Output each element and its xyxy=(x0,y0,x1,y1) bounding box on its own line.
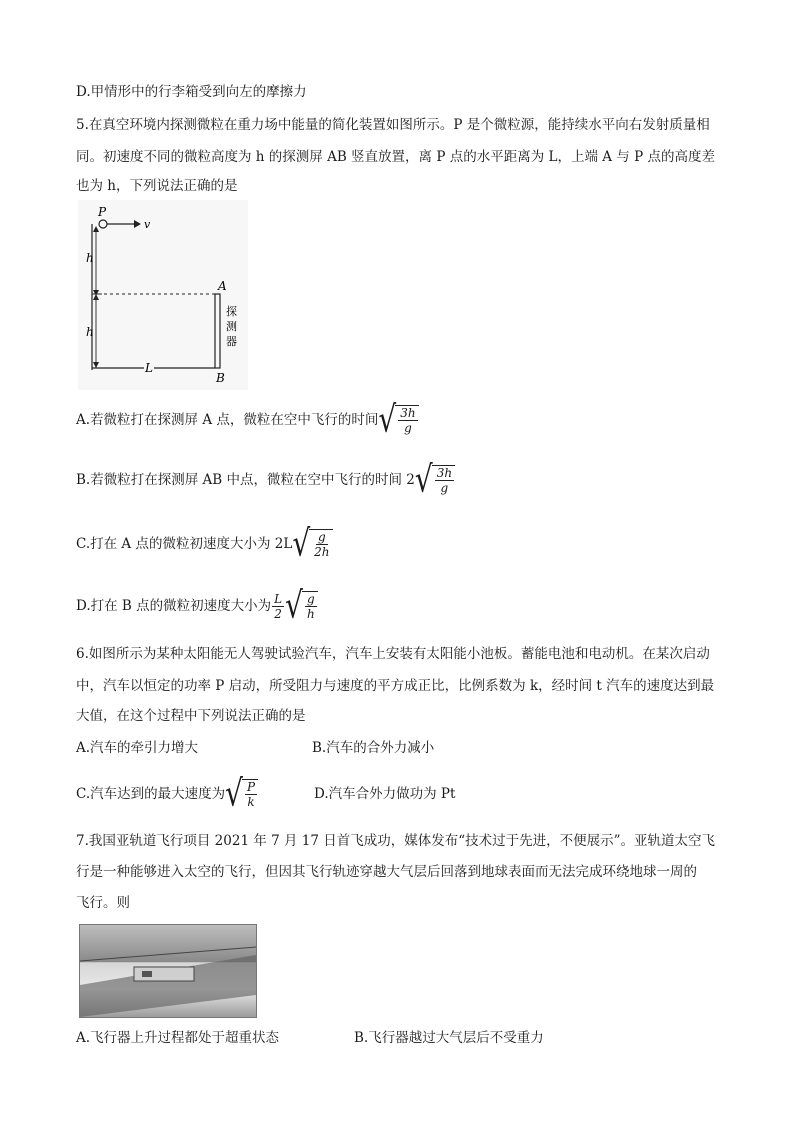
q5-option-c xyxy=(76,521,333,565)
q6-option-c-formula: √ $\frac{P}{k}$ xyxy=(225,779,258,809)
label-l: L xyxy=(145,361,153,375)
q5a-den: g xyxy=(404,421,412,435)
q5c-den: 2h xyxy=(314,545,330,559)
q5-option-d-text: D.打在 B 点的微粒初速度大小为 xyxy=(76,598,272,614)
q7-stem-line1: 7.我国亚轨道飞行项目 2021 年 7 月 17 日首飞成功，媒体发布“技术过于先进，不便展示”。亚轨道太空飞 xyxy=(76,833,716,849)
q5-option-b-formula: √ $\frac{3h}{g}$ xyxy=(415,465,455,495)
q6-option-b: B.汽车的合外力减小 xyxy=(312,740,435,756)
q5-option-d-formula: $\frac{L}{2}$ √ $\frac{g}{h}$ xyxy=(271,591,318,621)
label-h-top: h xyxy=(86,251,94,265)
q5d-den: h xyxy=(306,607,315,621)
q5a-num: 3h xyxy=(400,406,416,420)
q7-stem-line3: 飞行。则 xyxy=(76,895,130,911)
detector-char-2: 测 xyxy=(226,320,237,333)
q7-option-b: B.飞行器越过大气层后不受重力 xyxy=(354,1030,544,1046)
q5-option-c-formula: √ $\frac{g}{2h}$ xyxy=(292,529,332,559)
q5-option-a-formula: √ $\frac{3h}{g}$ xyxy=(378,405,418,435)
q5-stem-line2: 同。初速度不同的微粒高度为 h 的探测屏 AB 竖直放置，离 P 点的水平距离为 L，上端 A 与 P 点的高度差 xyxy=(76,149,715,165)
q5d-coef-num: L xyxy=(274,591,283,606)
q5-figure xyxy=(78,200,248,390)
q6-option-c-text: C.汽车达到的最大速度为 xyxy=(76,786,226,802)
aircraft-photo xyxy=(79,924,257,1018)
q7-option-a: A.飞行器上升过程都处于超重状态 xyxy=(76,1030,280,1046)
q6-option-c xyxy=(76,771,258,815)
q6-option-d: D.汽车合外力做功为 Pt xyxy=(314,786,456,802)
q6-stem-line2: 中，汽车以恒定的功率 P 启动，所受阻力与速度的平方成正比，比例系数为 k，经时间 t 汽车的速度达到最 xyxy=(76,678,715,694)
q5-option-d xyxy=(76,583,318,627)
q5-stem-line1: 5.在真空环境内探测微粒在重力场中能量的简化装置如图所示。P 是个微粒源，能持续水平向右发射质量相 xyxy=(76,117,710,133)
q5b-num: 3h xyxy=(436,466,453,480)
q7-stem-line2: 行是一种能够进入太空的飞行，但因其飞行轨迹穿越大气层后回落到地球表面而无法完成环绕地球一周的 xyxy=(76,864,697,880)
q5-option-c-text: C.打在 A 点的微粒初速度大小为 2L xyxy=(76,536,293,552)
q5-stem-line3: 也为 h，下列说法正确的是 xyxy=(76,178,238,194)
q6-stem-line1: 6.如图所示为某种太阳能无人驾驶试验汽车，汽车上安装有太阳能小池板。蓄能电池和电动机。在某次启动 xyxy=(76,646,710,662)
q5b-den: g xyxy=(440,481,449,495)
q5-option-a xyxy=(76,397,419,441)
detector-char-1: 探 xyxy=(226,305,237,318)
label-h-bottom: h xyxy=(86,325,94,339)
q5-option-a-text: A.若微粒打在探测屏 A 点，微粒在空中飞行的时间 xyxy=(76,412,379,428)
q5d-coef-den: 2 xyxy=(274,606,282,621)
q6-stem-line3: 大值，在这个过程中下列说法正确的是 xyxy=(76,708,306,724)
q5c-num: g xyxy=(318,530,326,544)
q6c-num: P xyxy=(246,780,256,794)
q6c-den: k xyxy=(247,795,255,809)
label-p: P xyxy=(98,205,107,219)
q4-option-d: D.甲情形中的行李箱受到向左的摩擦力 xyxy=(76,84,307,100)
q6-option-a: A.汽车的牵引力增大 xyxy=(76,740,199,756)
q5-option-b xyxy=(76,457,455,501)
q5d-num: g xyxy=(306,592,315,606)
label-v: v xyxy=(144,218,151,231)
label-b: B xyxy=(216,371,225,385)
q5-option-b-text: B.若微粒打在探测屏 AB 中点，微粒在空中飞行的时间 2 xyxy=(76,472,415,488)
detector-char-3: 器 xyxy=(226,335,237,348)
label-a: A xyxy=(218,279,227,293)
